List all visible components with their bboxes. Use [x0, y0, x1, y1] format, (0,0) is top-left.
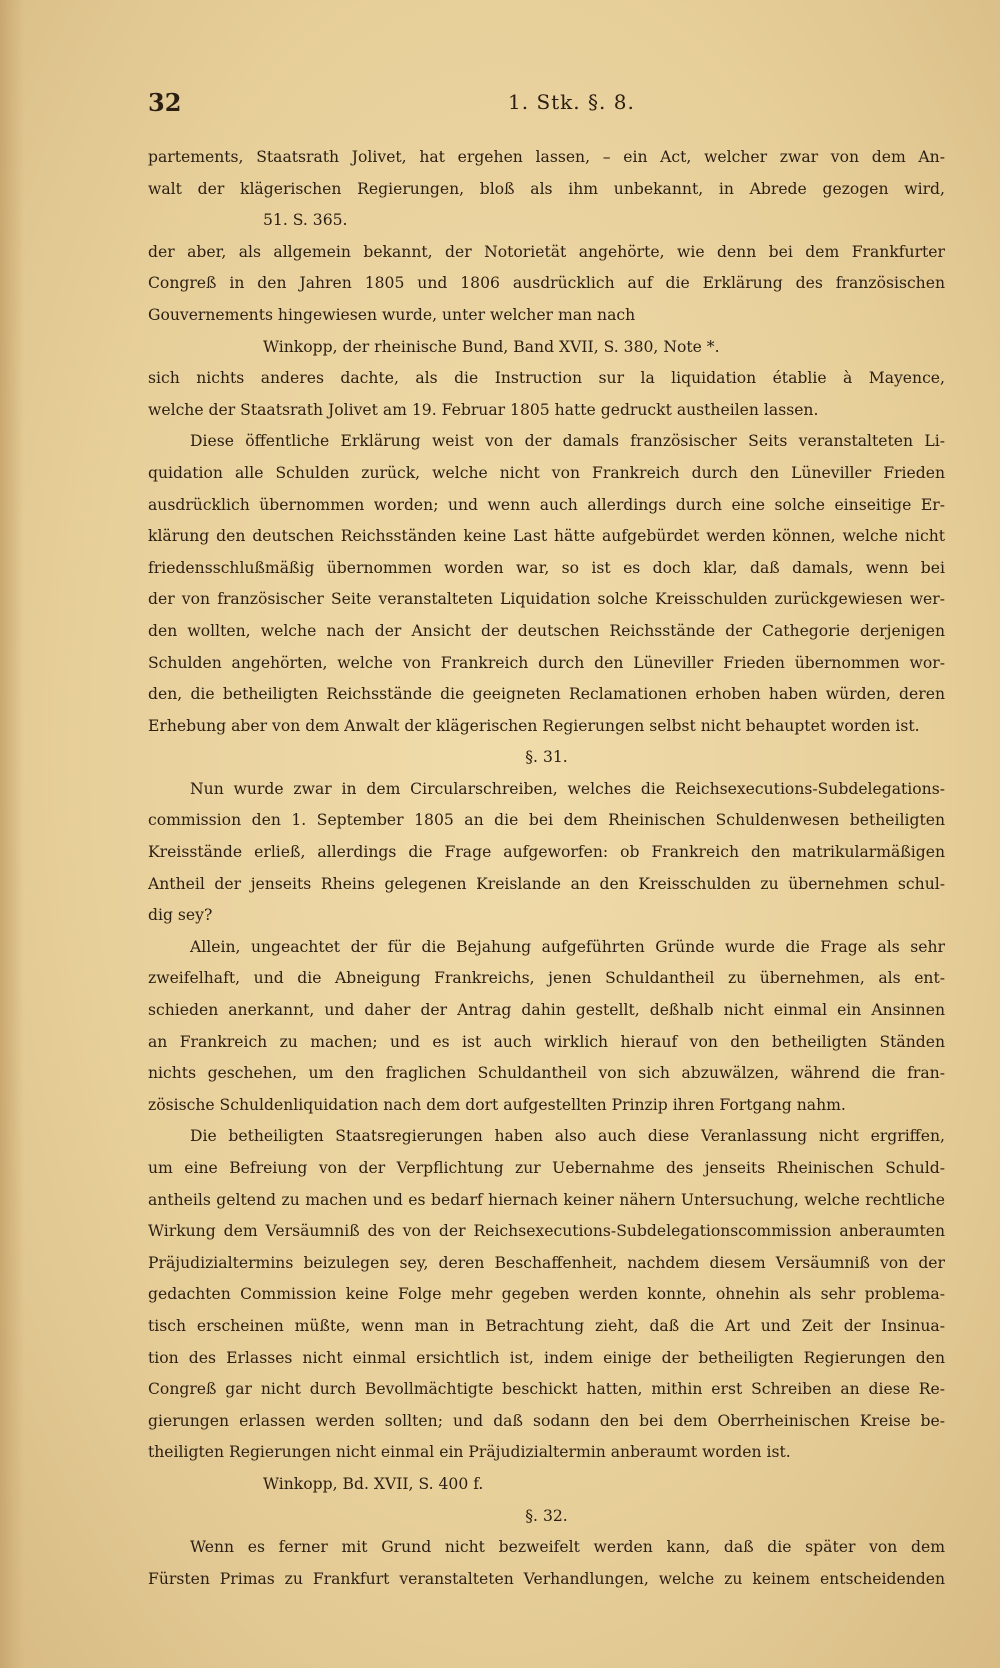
text-line: den wollten, welche nach der Ansicht der deutschen Reichsstände der Cathegorie derjenigen: [148, 621, 945, 640]
text-line: Schulden angehörten, welche von Frankreich durch den Lüneviller Frieden übernommen wor-: [148, 653, 945, 672]
text-line: Fürsten Primas zu Frankfurt veranstalteten Verhandlungen, welche zu keinem entscheidenden: [148, 1569, 945, 1588]
text-line: Nun wurde zwar in dem Circularschreiben, welches die Reichsexecutions-Subdelegations-: [190, 779, 945, 798]
text-line: theiligten Regierungen nicht einmal ein Präjudizialtermin anberaumt worden ist.: [148, 1443, 791, 1462]
text-line: Congreß gar nicht durch Bevollmächtigte beschickt hatten, mithin erst Schreiben an diese Re-: [148, 1380, 945, 1399]
running-head: 1. Stk. §. 8.: [508, 90, 635, 114]
text-line: Die betheiligten Staatsregierungen haben also auch diese Veranlassung nicht ergriffen,: [190, 1127, 945, 1146]
page-number: 32: [148, 88, 182, 117]
text-line: dig sey?: [148, 906, 213, 925]
text-line: schieden anerkannt, und daher der Antrag dahin gestellt, deßhalb nicht einmal ein Ansinnen: [148, 1001, 945, 1020]
text-line: zösische Schuldenliquidation nach dem dort aufgestellten Prinzip ihren Fortgang nahm.: [148, 1095, 846, 1114]
text-line: walt der klägerischen Regierungen, bloß als ihm unbekannt, in Abrede gezogen wird,: [148, 179, 945, 198]
text-line: gierungen erlassen werden sollten; und daß sodann den bei dem Oberrheinischen Kreise be-: [148, 1411, 945, 1430]
section-heading: §. 31.: [525, 748, 568, 767]
text-line: commission den 1. September 1805 an die bei dem Rheinischen Schuldenwesen betheiligten: [148, 811, 945, 830]
text-line: Präjudizialtermins beizulegen sey, deren Beschaffenheit, nachdem diesem Versäumniß von der: [148, 1253, 945, 1272]
text-line: Allein, ungeachtet der für die Bejahung aufgeführten Gründe wurde die Frage als sehr: [190, 937, 945, 956]
text-line: Antheil der jenseits Rheins gelegenen Kreislande an den Kreisschulden zu übernehmen schul-: [148, 874, 945, 893]
text-line: der von französischer Seite veranstalteten Liquidation solche Kreisschulden zurückgewiesen wer-: [148, 590, 945, 609]
page-header: [148, 88, 945, 128]
text-line: friedensschlußmäßig übernommen worden war, so ist es doch klar, daß damals, wenn bei: [148, 558, 945, 577]
text-line: Wirkung dem Versäumniß des von der Reichsexecutions-Subdelegationscommission anberaumten: [148, 1222, 945, 1241]
section-heading: §. 32.: [525, 1506, 568, 1525]
text-line: partements, Staatsrath Jolivet, hat ergehen lassen, – ein Act, welcher zwar von dem An-: [148, 148, 945, 166]
text-line: an Frankreich zu machen; und es ist auch wirklich hierauf von den betheiligten Ständen: [148, 1032, 945, 1051]
text-line: quidation alle Schulden zurück, welche nicht von Frankreich durch den Lüneviller Frieden: [148, 463, 945, 482]
text-line: um eine Befreiung von der Verpflichtung zur Uebernahme des jenseits Rheinischen Schuld-: [148, 1159, 945, 1177]
citation-line: Winkopp, der rheinische Bund, Band XVII, S. 380, Note *.: [263, 337, 720, 356]
text-line: Congreß in den Jahren 1805 und 1806 ausdrücklich auf die Erklärung des französischen: [148, 274, 945, 293]
text-line: sich nichts anderes dachte, als die Instruction sur la liquidation établie à Mayence,: [148, 369, 945, 388]
text-line: Wenn es ferner mit Grund nicht bezweifelt werden kann, daß die später von dem: [190, 1538, 945, 1557]
text-line: Kreisstände erließ, allerdings die Frage aufgeworfen: ob Frankreich den matrikularmäßigen: [148, 843, 945, 862]
text-line: gedachten Commission keine Folge mehr gegeben werden konnte, ohnehin als sehr problema-: [148, 1285, 945, 1304]
text-line: nichts geschehen, um den fraglichen Schuldantheil von sich abzuwälzen, während die fran-: [148, 1064, 945, 1083]
text-line: zweifelhaft, und die Abneigung Frankreichs, jenen Schuldantheil zu übernehmen, als ent-: [148, 969, 945, 988]
text-line: Gouvernements hingewiesen wurde, unter welcher man nach: [148, 305, 636, 324]
text-line: Erhebung aber von dem Anwalt der klägerischen Regierungen selbst nicht behauptet worden ist.: [148, 716, 920, 735]
text-line: Diese öffentliche Erklärung weist von der damals französischer Seits veranstalteten Li-: [190, 432, 945, 451]
text-line: den, die betheiligten Reichsstände die geeigneten Reclamationen erhoben haben würden, deren: [148, 685, 945, 704]
text-line: klärung den deutschen Reichsständen keine Last hätte aufgebürdet werden können, welche nicht: [148, 527, 945, 546]
text-line: der aber, als allgemein bekannt, der Notorietät angehörte, wie denn bei dem Frankfurter: [148, 242, 945, 261]
text-line: ausdrücklich übernommen worden; und wenn auch allerdings durch eine solche einseitige Er-: [148, 495, 945, 514]
text-line: tion des Erlasses nicht einmal ersichtlich ist, indem einige der betheiligten Regierungen den: [148, 1348, 945, 1367]
text-line: tisch erscheinen müßte, wenn man in Betrachtung zieht, daß die Art und Zeit der Insinua-: [148, 1316, 945, 1335]
page-edge-shadow: [0, 0, 24, 1668]
body-text: [148, 142, 945, 1595]
citation-line: 51. S. 365.: [263, 211, 348, 230]
citation-line: Winkopp, Bd. XVII, S. 400 f.: [263, 1474, 484, 1493]
text-line: antheils geltend zu machen und es bedarf hiernach keiner nähern Untersuchung, welche rechtliche: [148, 1190, 945, 1209]
text-line: welche der Staatsrath Jolivet am 19. Februar 1805 hatte gedruckt austheilen lassen.: [148, 400, 819, 419]
